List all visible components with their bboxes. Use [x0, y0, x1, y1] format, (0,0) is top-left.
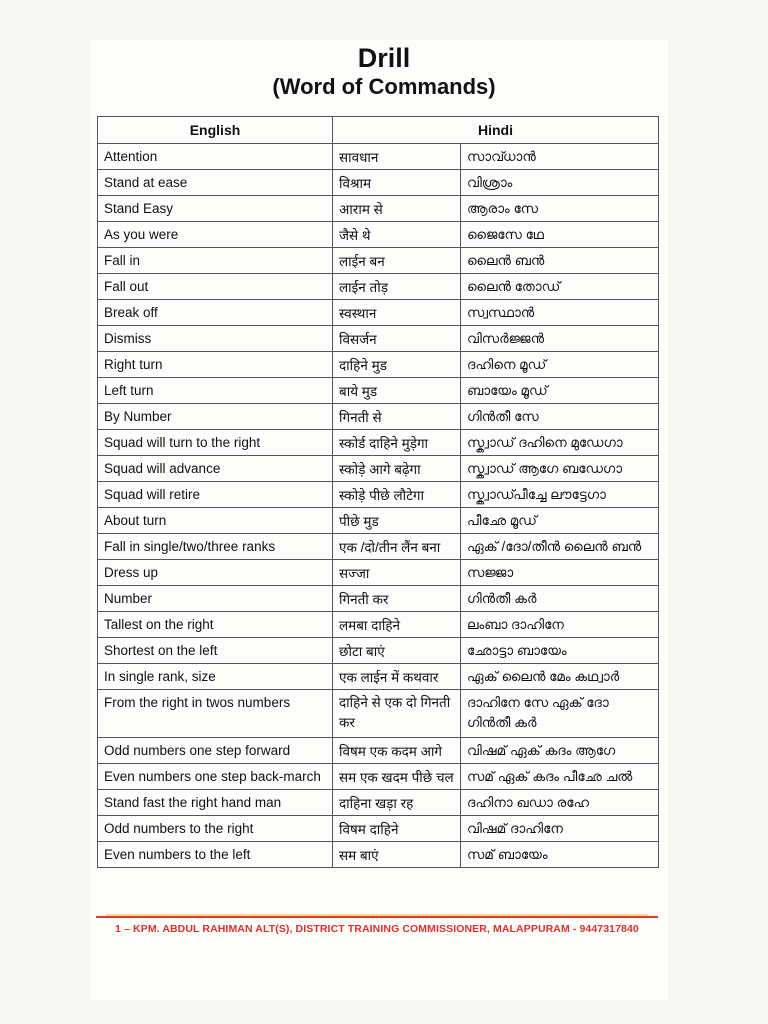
table-row: [98, 612, 659, 638]
hindi-cell: सम एक खदम पीछे चल: [333, 764, 461, 790]
malayalam-cell: സ്ക്വാഡ് ദഹിനെ മുഡേഗാ: [461, 430, 659, 456]
hindi-cell: विश्राम: [333, 170, 461, 196]
table-row: [98, 560, 659, 586]
hindi-cell: छोटा बाएं: [333, 638, 461, 664]
malayalam-cell: വിഷമ് ഏക് കദം ആഗേ: [461, 738, 659, 764]
hindi-cell: स्कोर्ड दाहिने मुड़ेगा: [333, 430, 461, 456]
malayalam-cell: വിശ്രാം: [461, 170, 659, 196]
english-cell: Fall in: [98, 248, 333, 274]
english-cell: Squad will retire: [98, 482, 333, 508]
table-header-row: [98, 117, 659, 144]
hindi-cell: स्वस्थान: [333, 300, 461, 326]
english-cell: Left turn: [98, 378, 333, 404]
english-cell: Odd numbers one step forward: [98, 738, 333, 764]
table-row: [98, 456, 659, 482]
malayalam-cell: ലൈൻ ബൻ: [461, 248, 659, 274]
table-row: [98, 764, 659, 790]
english-cell: Squad will advance: [98, 456, 333, 482]
malayalam-cell: സമ് ബായേം: [461, 842, 659, 868]
table-row: [98, 586, 659, 612]
table-row: [98, 430, 659, 456]
malayalam-cell: ഏക് /ദോ/തീൻ ലൈൻ ബൻ: [461, 534, 659, 560]
table-row: [98, 508, 659, 534]
table-row: [98, 248, 659, 274]
malayalam-cell: ഏക് ലൈൻ മേം കഥ്വാർ: [461, 664, 659, 690]
malayalam-cell: ബായേം മൂഡ്: [461, 378, 659, 404]
table-body: [98, 144, 659, 868]
malayalam-cell: ഛോട്ടാ ബായേം: [461, 638, 659, 664]
table-row: [98, 816, 659, 842]
hindi-cell: जैसे थे: [333, 222, 461, 248]
english-cell: Break off: [98, 300, 333, 326]
malayalam-cell: ആരാം സേ: [461, 196, 659, 222]
malayalam-cell: ലംബാ ദാഹിനേ: [461, 612, 659, 638]
english-cell: Stand fast the right hand man: [98, 790, 333, 816]
malayalam-cell: സ്ക്വാഡ്പീച്ചേ ലൗട്ടേഗാ: [461, 482, 659, 508]
english-cell: Dress up: [98, 560, 333, 586]
english-cell: Fall out: [98, 274, 333, 300]
table-row: [98, 144, 659, 170]
table-row: [98, 638, 659, 664]
english-cell: Shortest on the left: [98, 638, 333, 664]
malayalam-cell: ദാഹിനേ സേ ഏക് ദോ ഗിൻതീ കർ: [461, 690, 659, 738]
hindi-cell: विषम एक कदम आगे: [333, 738, 461, 764]
table-row: [98, 222, 659, 248]
header-hindi: Hindi: [333, 117, 659, 144]
malayalam-cell: സജ്ജാ: [461, 560, 659, 586]
table-row: [98, 326, 659, 352]
hindi-cell: आराम से: [333, 196, 461, 222]
hindi-cell: लमबा दाहिने: [333, 612, 461, 638]
english-cell: As you were: [98, 222, 333, 248]
english-cell: Dismiss: [98, 326, 333, 352]
table-row: [98, 274, 659, 300]
malayalam-cell: ദഹിനാ ഖഡാ രഹേ: [461, 790, 659, 816]
malayalam-cell: സ്ക്വാഡ് ആഗേ ബഡേഗാ: [461, 456, 659, 482]
page-title: Drill: [357, 43, 411, 73]
table-row: [98, 482, 659, 508]
english-cell: By Number: [98, 404, 333, 430]
malayalam-cell: പീഛേ മൂഡ്: [461, 508, 659, 534]
malayalam-cell: ദഹിനെ മൂഡ്: [461, 352, 659, 378]
commands-table: [97, 116, 659, 868]
english-cell: Number: [98, 586, 333, 612]
english-cell: Even numbers to the left: [98, 842, 333, 868]
hindi-cell: बाये मुड: [333, 378, 461, 404]
english-cell: About turn: [98, 508, 333, 534]
table-row: [98, 378, 659, 404]
malayalam-cell: ഗിൻതീ കർ: [461, 586, 659, 612]
malayalam-cell: വിഷമ് ദാഹിനേ: [461, 816, 659, 842]
table-row: [98, 738, 659, 764]
malayalam-cell: ജൈസേ ഥേ: [461, 222, 659, 248]
english-cell: Tallest on the right: [98, 612, 333, 638]
hindi-cell: एक लाईन में कथवार: [333, 664, 461, 690]
malayalam-cell: സമ് ഏക് കദം പീഛേ ചൽ: [461, 764, 659, 790]
hindi-cell: गिनती कर: [333, 586, 461, 612]
hindi-cell: सज्जा: [333, 560, 461, 586]
malayalam-cell: സ്വസ്ഥാൻ: [461, 300, 659, 326]
table-row: [98, 404, 659, 430]
hindi-cell: स्कोड़े पीछे लौटेगा: [333, 482, 461, 508]
table-row: [98, 170, 659, 196]
english-cell: Squad will turn to the right: [98, 430, 333, 456]
english-cell: Attention: [98, 144, 333, 170]
footer-text: 1 – KPM. ABDUL RAHIMAN ALT(S), DISTRICT TRAINING COMMISSIONER, MALAPPURAM - 9447317840: [115, 923, 639, 935]
english-cell: Right turn: [98, 352, 333, 378]
hindi-cell: लाईन बन: [333, 248, 461, 274]
english-cell: In single rank, size: [98, 664, 333, 690]
hindi-cell: लाईन तोड़: [333, 274, 461, 300]
english-cell: Even numbers one step back-march: [98, 764, 333, 790]
footer-rule: [96, 916, 658, 918]
page-subtitle: (Word of Commands): [272, 74, 496, 99]
malayalam-cell: ലൈൻ തോഡ്: [461, 274, 659, 300]
hindi-cell: गिनती से: [333, 404, 461, 430]
malayalam-cell: ഗിൻതീ സേ: [461, 404, 659, 430]
hindi-cell: दाहिने मुड: [333, 352, 461, 378]
header-english: English: [98, 117, 333, 144]
hindi-cell: सावधान: [333, 144, 461, 170]
malayalam-cell: സാവ്ധാൻ: [461, 144, 659, 170]
table-row: [98, 196, 659, 222]
hindi-cell: स्कोड़े आगे बढ़ेगा: [333, 456, 461, 482]
malayalam-cell: വിസർജ്ജൻ: [461, 326, 659, 352]
hindi-cell: विषम दाहिने: [333, 816, 461, 842]
hindi-cell: पीछे मुड: [333, 508, 461, 534]
hindi-cell: दाहिने से एक दो गिनती कर: [333, 690, 461, 738]
table-row: [98, 352, 659, 378]
english-cell: Fall in single/two/three ranks: [98, 534, 333, 560]
hindi-cell: एक /दो/तीन लैंन बना: [333, 534, 461, 560]
english-cell: Stand Easy: [98, 196, 333, 222]
english-cell: Odd numbers to the right: [98, 816, 333, 842]
table-row: [98, 300, 659, 326]
hindi-cell: दाहिना खड़ा रह: [333, 790, 461, 816]
table-row: [98, 664, 659, 690]
table-row: [98, 534, 659, 560]
hindi-cell: विसर्जन: [333, 326, 461, 352]
english-cell: Stand at ease: [98, 170, 333, 196]
english-cell: From the right in twos numbers: [98, 690, 333, 738]
table-row: [98, 842, 659, 868]
table-row: [98, 790, 659, 816]
hindi-cell: सम बाएं: [333, 842, 461, 868]
table-row: [98, 690, 659, 738]
